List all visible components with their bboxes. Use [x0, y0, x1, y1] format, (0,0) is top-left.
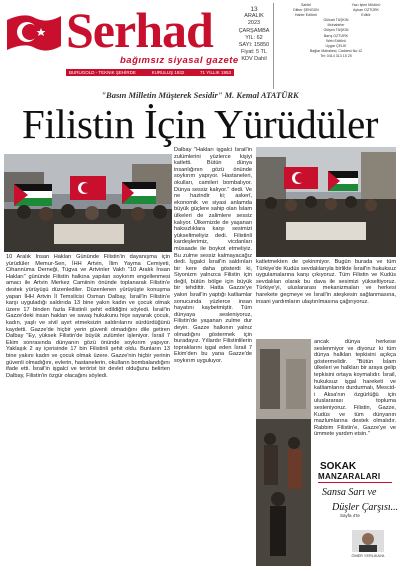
article-column-1: 10 Aralık İnsan Hakları Gününde Filistin'in dayanışma için yürüdüler Memur-Sen, İHH Artvin, İlim Yayma Cemiyeti, Cihannüma Derneği, Tügva ve Artvinler Vakfı "10 Aralık İnsan Hakları" gününde Filistin halkına yapılan soykırım engellenmesi amacı ile Artvin Merkez Camiinin önünde toplanarak Filistin'e destek yürüyüşü düzenlediler. Düzenlenen yürüyüşte konuşma yapan İHH Artvin İl Temsilcisi Osman Dalbay, İsrail'in Filistin'e karşı uyguladığı saldırıda 13 bine yakın kadın ve çocuk olmak üzere 17 binden fazla Filistinli şehit edildiğini söyledi. İsrail'in Gazze'deki insan hakları ve savaş hukukunu hiçe sayarak çocuk, kadın, yaşlı ve sivil ayırt etmeksizin saldırılarını sürdürdüğünü kaydetti. Gazze'de hiçbir yerin güvenli olmadığını dile getiren Dalbay "Ey, yüksek Filistin'de büyük zulümler işleniyor. İsrail 7 Ekim sonrasında dünyanın gözü önünde soykırım yapıyor. Yaklaşık 2 ay içerisinde 17 bin Filistinli şehit oldu. Bunların 13 bine yakını kadın ve çocuk olmak üzere. Gazze'nin hiçbir yerinin güvenli olmadığını, evlerin, hastanelerin, okulların bombalandığını ifade etti. İsrail'in işgalci ve terörist bir devlet olduğunu belirten Dalbay, Filistin'in özgür olacağını söyledi. [6, 254, 170, 379]
protest-crowd-photo [4, 154, 172, 252]
column-script-line-1: Sansa Sarı ve [322, 487, 377, 498]
bar-mid-text: KURULUŞ 1932 [151, 70, 185, 75]
column-divider [318, 482, 392, 483]
imprint-line: Barış OZTÜRK [323, 33, 349, 38]
imprint-line: Muhabirler [327, 23, 345, 28]
imprint-line: Web Editörü [326, 38, 346, 43]
article-column-4: ancak dünya herkese seslenmiyor ve diyoruz ki tüm dünya halkları tepkisini açıkça göstermelidir. "Bütün İslam ülkeleri ve halkları bir araya gelip tepkisini ortaya koymalıdır. İsrail, hukuksuz işgal hareketi ve katliamlarını durdurmalı, Mescid-i Aksa'nın özgürlüğü için uluslararası topluma sesleniyoruz. Filistin, Gazze, Kudüs ve tüm dünyanın mazlumlarına destek olmalıdır. Rabbim Filistin'e, Gazze'ye ve ümmete yardım etsin." [314, 339, 396, 438]
column-title-sokak: SOKAK [320, 461, 357, 472]
imprint-line: Uygar ÇELİK [325, 43, 347, 48]
newspaper-logo: Serhad [66, 2, 213, 58]
main-headline: Filistin İçin Yürüdüler [22, 101, 378, 147]
imprint-row: Dilber ŞENGÜN Ayhan OZTÜRK [293, 8, 379, 13]
page-reference[interactable]: Sayfa 4'te [340, 513, 360, 518]
date-month: ARALIK [244, 13, 264, 20]
date-issue: SAYI: 15850 [238, 42, 270, 49]
date-weekday: ÇARŞAMBA [238, 27, 270, 34]
date-volume: YIL: 62 [245, 34, 263, 41]
imprint-row: Sahibi Yazı İşleri Müdürü [301, 3, 381, 7]
imprint-line: Gülsah TAŞKIN [323, 18, 349, 23]
date-price: Fiyat: 5 TL KDV Dahil [241, 49, 267, 63]
imprint-line: Gülşen TAŞKIN [323, 28, 349, 33]
bar-right-text: 71 YILLIK 1953 [200, 70, 231, 75]
date-day: 13 [250, 6, 258, 13]
masthead-red-bar [66, 69, 234, 76]
column-script-line-2: Düşler Çarşısı... [332, 502, 399, 513]
author-portrait [352, 530, 384, 552]
march-photo [256, 147, 396, 257]
imprint-row: Haber Editörü Editör [294, 13, 371, 18]
column-title-manzaralari: MANZARALARI [318, 472, 381, 481]
bar-left-text: BURUGOLD - TEKNIK ŞEHİRDE [69, 70, 136, 75]
article-column-3: katletmekten de çekinmiyor. Bugün burada ve tüm Türkiye'de Kudüs sevdalılarıyla birlikte İsrail'in hukuksuz uygulamalarına karşı çıkıyoruz. Tüm Filistin ve Kudüs sevdalıları olarak bu dava ile sesimizi yükseltiyoruz. Türkiye'yi, uluslararası mekanizmaları ve herkesi harekete geçmeye ve İsrail'in ateşkesin sağlanmasına, insani yardımların ulaştırılmasına çağırıyoruz. [256, 259, 396, 305]
imprint-box [273, 3, 396, 89]
turkish-flag-logo [5, 10, 63, 54]
street-photo [256, 339, 311, 566]
date-box [237, 6, 271, 64]
imprint-line: Bağlar Mahallesi, Caddesi No:12 [309, 48, 363, 53]
ataturk-quote: "Basın Milletin Müşterek Sesidir" M. Kemal ATATÜRK [101, 90, 299, 100]
article-column-2: Dalbay "Hakları işgalci İsrail'in zulümlerini yüzlerce kişiyi katletti. Bütün dünya insanlığının gözü önünde soykırım yapıyor. Hastaneleri, okulları, camileri bombalıyor. Dünya sessiz kalıyor." dedi. Ve ne hazindir ki; askerî, ekonomik ve siyasi anlamda büyük güçlere sahip olan İslam ülkeleri de zalimlere sessiz kalıyor. Ülkemizde de yaşanan haksızlıklara karşı sesimizi yükseltmeliyiz dedi. Filistinli kardeşlerimiz, vicdanları müsaade ile boykot etmeliyiz. Bu zulme sessiz kalmayacağız dedi. İşgalci İsrail'in saldırıları bir kere daha gösterdi ki, Siyonizm yalnızca Filistin için değil, bütün bölge için büyük bir tehdittir. Hatta Gazze'ye yakın İsrail'in yaptığı katliamlar sonucunda yüzlerce insan hayatını kaybetmiştir. Tüm dünyaya sesleniyoruz, Filistin'de yaşanan zulme dur deyin. Gazze halkının yalnız olmadığını göstermek için buradayız. Yıllardır Filistinlilerin topraklarını işgal eden İsrail 7 Ekim'den bu yana Gazze'de soykırım uyguluyor. [174, 147, 252, 364]
newspaper-tagline: bağımsız siyasal gazete [120, 55, 239, 66]
author-name: ÖMER YERLİKAYA [351, 554, 385, 558]
imprint-line: Tel: 0414 313 15 25 [320, 53, 352, 58]
date-year: 2023 [247, 20, 261, 27]
